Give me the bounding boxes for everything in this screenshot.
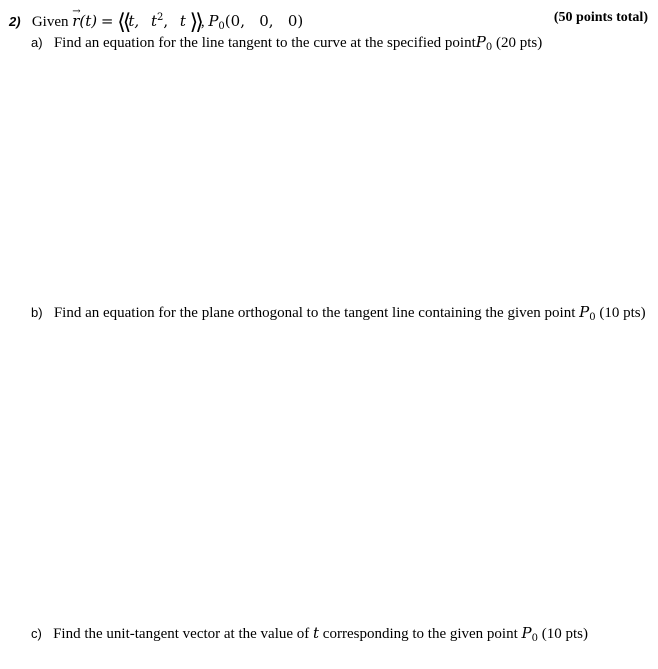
part-a [31, 33, 542, 57]
part-a-text: Find an equation for the line tangent to the curve at the specified point [53, 35, 476, 51]
points-total: (50 points total) [553, 10, 648, 25]
part-a-point: $P_0$ [475, 33, 493, 53]
part-b [31, 303, 646, 327]
part-c-variable: t [313, 624, 320, 642]
vector-r: → r [72, 12, 79, 30]
point-coordinates: (0, 0, 0) [224, 12, 304, 30]
part-b-point: $P_0$ [579, 303, 596, 323]
equals-sign: = [100, 12, 114, 30]
component-2: $t^2$, [150, 12, 169, 30]
part-c [31, 624, 588, 648]
part-a-points: (20 pts) [496, 35, 543, 51]
part-c-points: (10 pts) [541, 626, 588, 642]
given-word: Given [31, 14, 69, 30]
part-b-label: b) [31, 305, 43, 320]
part-b-text: Find an equation for the plane orthogonal to the tangent line containing the given point [53, 305, 576, 321]
problem-header: 2) Given → r(t) = ⟨⟨t, $t^2$, t ⟩⟩, $P_0(0$, 0, 0) [9, 9, 303, 36]
problem-number: 2) [9, 14, 21, 29]
part-c-point: $P_0$ [521, 624, 538, 644]
part-b-points: (10 pts) [599, 305, 646, 321]
left-angle-bracket-icon: ⟨⟨ [117, 10, 129, 35]
point-p0: $P_0$ [208, 12, 225, 32]
right-angle-bracket-icon: ⟩⟩ [189, 10, 201, 35]
vector-arg: (t) [79, 12, 98, 30]
part-c-text-after: corresponding to the given point [322, 626, 518, 642]
component-1: t, [128, 12, 140, 30]
component-3: t [179, 12, 186, 30]
part-c-text-before: Find the unit-tangent vector at the value of [53, 626, 310, 642]
part-c-label: c) [31, 626, 42, 641]
part-a-label: a) [31, 35, 43, 50]
